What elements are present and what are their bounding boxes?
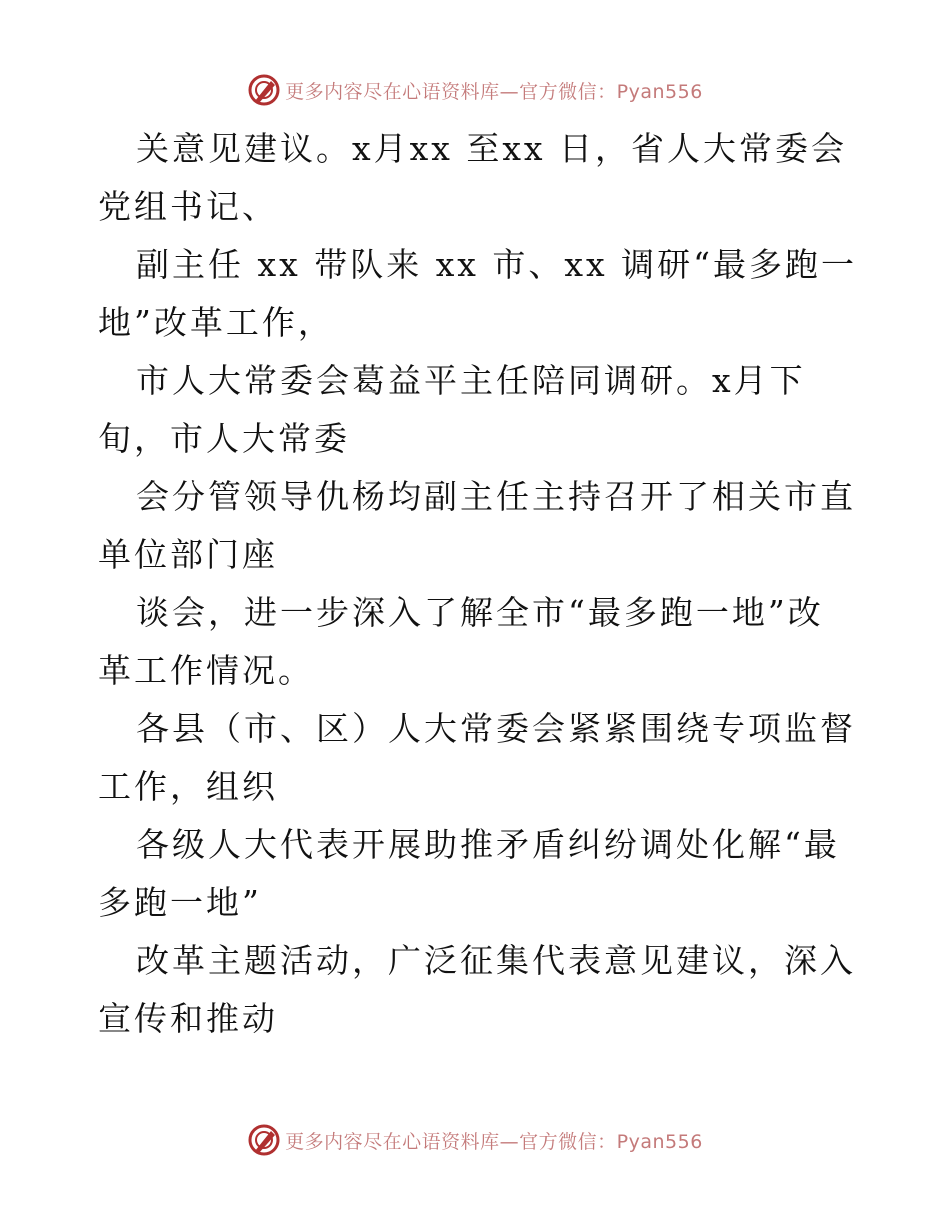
pen-logo-icon	[247, 1123, 281, 1157]
paragraph: 各级人大代表开展助推矛盾纠纷调处化解“最多跑一地”	[98, 825, 840, 922]
paragraph: 关意见建议。x月xx 至xx 日，省人大常委会党组书记、	[98, 129, 848, 226]
header-banner-text: 更多内容尽在心语资料库—官方微信：Pyan556	[285, 80, 703, 103]
paragraph: 谈会，进一步深入了解全市“最多跑一地”改革工作情况。	[98, 593, 824, 690]
document-body	[98, 120, 858, 1048]
paragraph: 副主任 xx 带队来 xx 市、xx 调研“最多跑一地”改革工作，	[98, 245, 857, 342]
paragraph: 市人大常委会葛益平主任陪同调研。x月下旬，市人大常委	[98, 361, 806, 458]
footer-banner	[0, 1120, 950, 1160]
pen-logo-icon	[247, 73, 281, 107]
footer-banner-text: 更多内容尽在心语资料库—官方微信：Pyan556	[285, 1130, 703, 1153]
paragraph: 各县（市、区）人大常委会紧紧围绕专项监督工作，组织	[98, 709, 856, 806]
header-banner	[0, 70, 950, 110]
paragraph: 改革主题活动，广泛征集代表意见建议，深入宣传和推动	[98, 941, 856, 1038]
paragraph: 会分管领导仇杨均副主任主持召开了相关市直单位部门座	[98, 477, 856, 574]
